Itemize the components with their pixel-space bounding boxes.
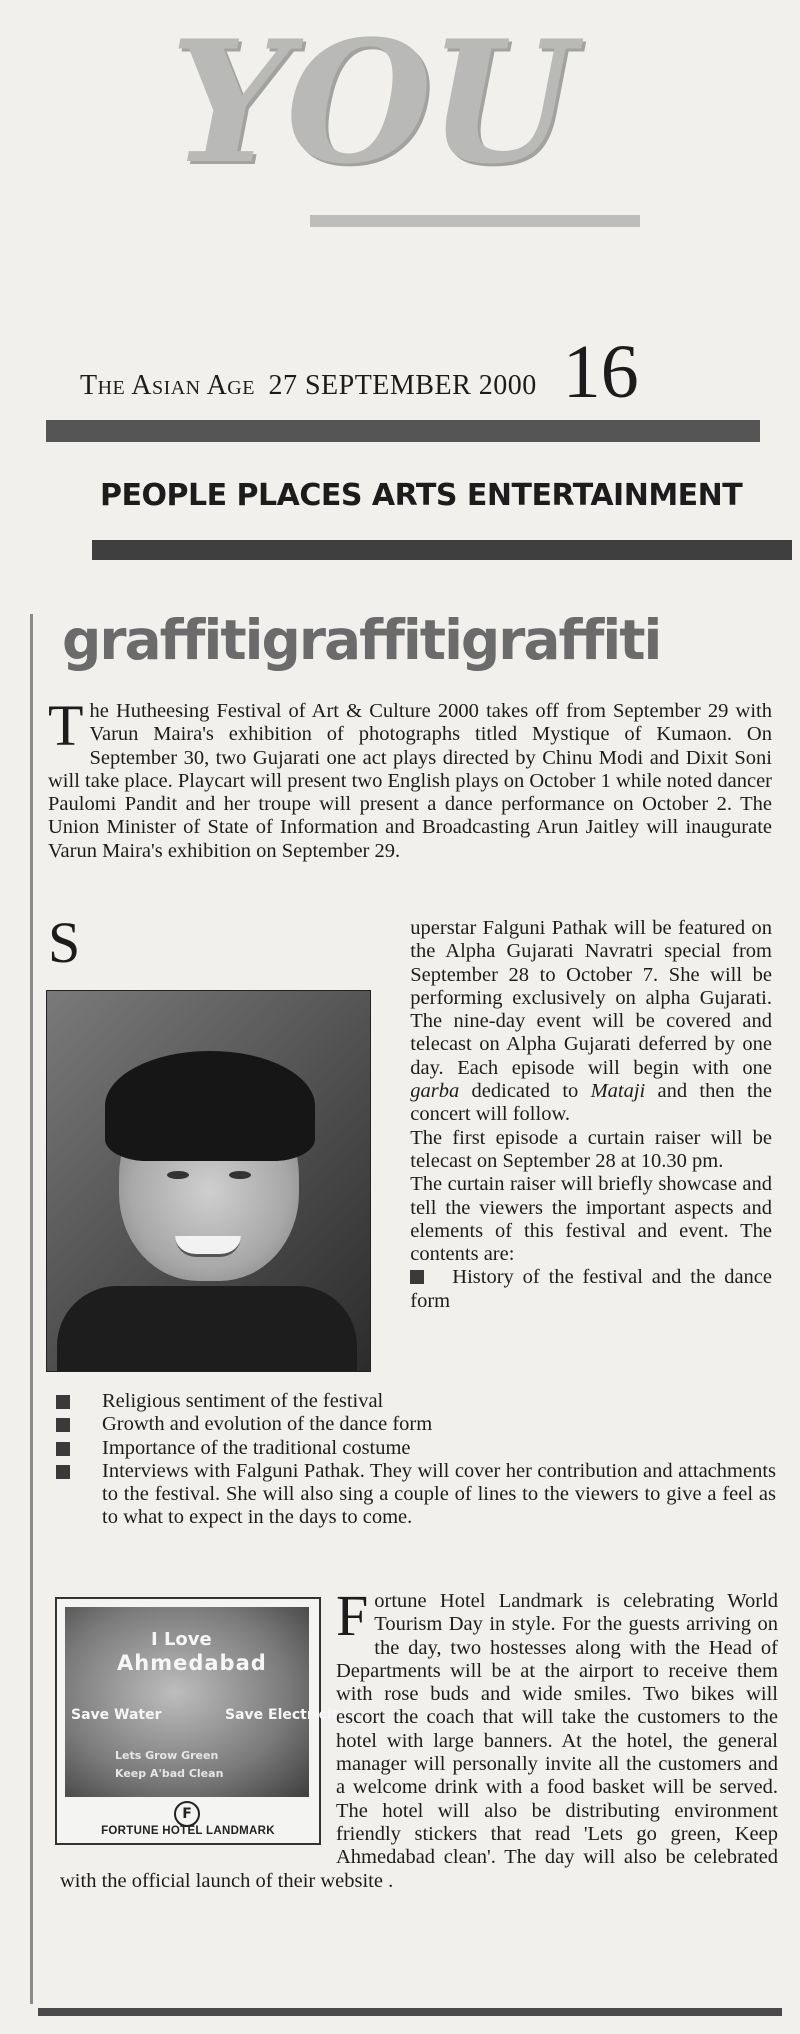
article-text: uperstar Falguni Pathak will be featured on the Alpha Gujarati Navratri special from September 28 to October 7. She will be performing exclusively on alpha Gujarati. The nine-day event will be covered and telecast on Alpha Gujarati deferred by one day. Each episode will begin with one [410,917,772,1079]
list-item [56,1413,776,1436]
article-text: and then the concert will follow. [410,1080,772,1126]
bullet-text: Growth and evolution of the dance form [102,1413,433,1436]
bullet-square [56,1395,70,1409]
issue-date: 27 SEPTEMBER 2000 [268,370,537,401]
bullet-square [410,1270,424,1284]
article-fortune-hotel [60,1583,778,1893]
masthead-rule [310,215,640,227]
bullet-square [56,1442,70,1456]
article-falguni [48,910,772,1413]
article-text: The curtain raiser will briefly showcase and tell the viewers the important aspects and elements of this festival and event. The contents are: [410,1173,772,1266]
ad-save-water: Save Water [71,1707,162,1723]
article-text: he Hutheesing Festival of Art & Culture 2000 takes off from September 29 with Varun Maira's exhibition of photographs titled Mystique of Kumaon. On September 30, two Gujarati one act plays directed by Chinu Modi and Dixit Soni will take place. Playcart will present two English plays on October 1 while noted dancer Paulomi Pandit and her troupe will present a dance performance on October 2. The Union Minister of State of Information and Broadcasting Arun Jaitley will inaugurate Varun Maira's exhibition on September 29. [48,700,772,862]
bullet-text: Religious sentiment of the festival [102,1390,384,1412]
ad-save-electricity: Save Electricity [225,1707,348,1723]
ad-slogan-2: Keep A'bad Clean [115,1767,224,1780]
ad-space [60,1590,328,1852]
dropcap: S [48,910,81,975]
list-item [56,1390,776,1413]
dropcap: F [336,1583,369,1648]
ad-line-2: Ahmedabad [117,1651,267,1675]
bullet-square [56,1465,70,1479]
ad-brand-name: FORTUNE HOTEL LANDMARK [101,1825,275,1837]
bullet-square [56,1418,70,1432]
article-italic: Mataji [590,1080,646,1103]
ad-slogan-1: Lets Grow Green [115,1749,219,1762]
article-text: ortune Hotel Landmark is celebrating World Tourism Day in style. For the guests arriving on the day, two hostesses along with the Head of Departments will be at the airport to receive them with rose buds and wide smiles. Two bikes will escort the coach that will take the customers to the hotel with large banners. At the hotel, the general manager will personally invite all the customers and a welcome drink with a food basket will be served. The hotel will also be distributing environment friendly stickers that read 'Lets go green, Keep Ahmedabad clean'. The day will also be celebrated with the official launch of their website . [60,1590,778,1892]
article-text: dedicated to [459,1080,591,1103]
bullet-text: Interviews with Falguni Pathak. They will cover her contribution and attachments to the festival. She will also sing a couple of lines to the viewers to give a feel as to what to expect in the days to come. [102,1459,776,1529]
ad-line-1: I Love [151,1629,212,1650]
article-text: The first episode a curtain raiser will be telecast on September 28 at 10.30 pm. [410,1126,772,1172]
bottom-rule [38,2008,782,2016]
newspaper-name [80,370,537,410]
masthead-title: YOU [170,3,571,201]
page-number: 16 [562,330,639,414]
hotel-logo-icon: F [174,1801,200,1827]
header-rule [46,420,760,442]
section-rule [92,540,792,560]
column-title: graffitigraffitigraffiti [62,608,661,672]
bullet-text: Importance of the traditional costume [102,1436,411,1459]
bullet-text: History of the festival and the dance form [410,1266,772,1312]
contents-list [56,1390,776,1530]
article-festival [48,693,772,863]
list-item [56,1437,776,1460]
column-border [30,614,33,2004]
dateline [80,330,760,414]
photo-space [82,959,400,1411]
list-item [56,1460,776,1530]
dropcap: T [48,693,84,758]
section-title: PEOPLE PLACES ARTS ENTERTAINMENT [100,478,743,513]
newspaper-title: The Asian Age [80,370,255,401]
article-italic: garba [410,1080,460,1103]
